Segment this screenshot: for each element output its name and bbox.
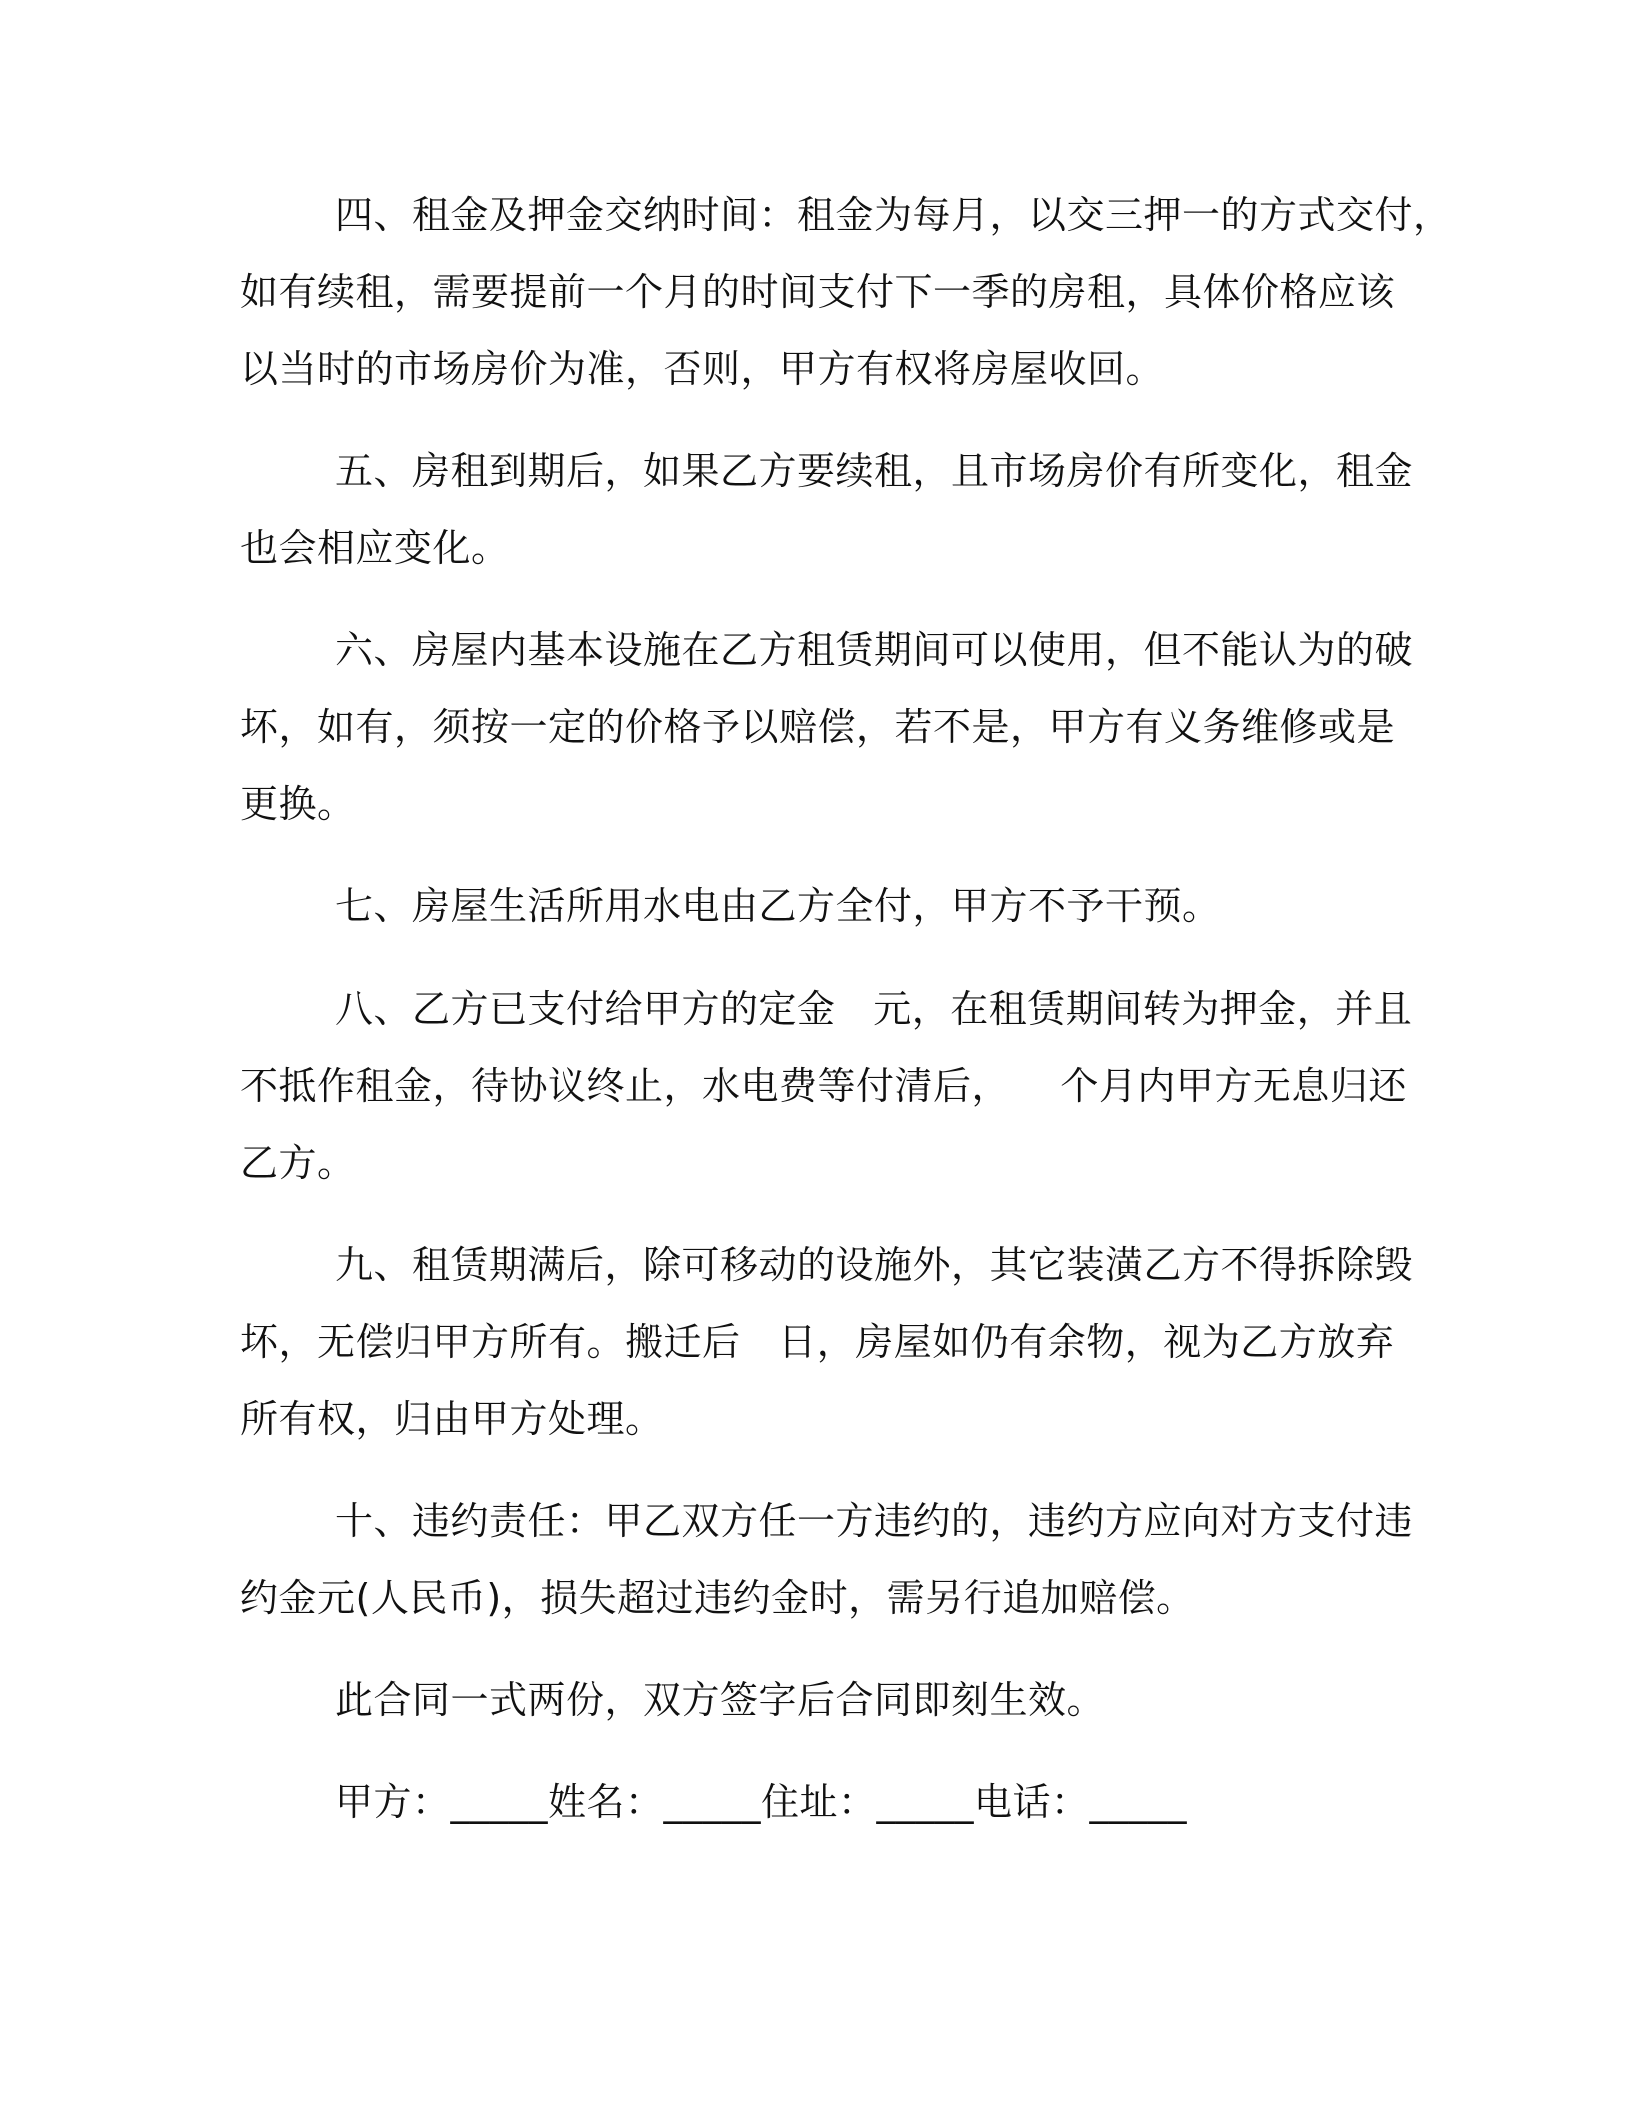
clause-9-line-3: 所有权，归由甲方处理。: [240, 1397, 664, 1441]
clause-4-line-1: 四、租金及押金交纳时间：租金为每月，以交三押一的方式交付，: [335, 193, 1452, 237]
clause-10-line-1: 十、违约责任：甲乙双方任一方违约的，违约方应向对方支付违: [335, 1499, 1414, 1543]
clause-5-line-2: 也会相应变化。: [240, 526, 510, 570]
clause-4-line-2: 如有续租，需要提前一个月的时间支付下一季的房租，具体价格应该: [240, 270, 1396, 314]
signature-party-a: 甲方：_____姓名：_____住址：_____电话：_____: [335, 1780, 1188, 1824]
clause-9-line-2: 坏，无偿归甲方所有。搬迁后 日，房屋如仍有余物，视为乙方放弃: [240, 1320, 1395, 1364]
clause-6-line-3: 更换。: [240, 782, 356, 826]
closing-statement: 此合同一式两份，双方签字后合同即刻生效。: [335, 1678, 1106, 1722]
clause-4-line-3: 以当时的市场房价为准，否则，甲方有权将房屋收回。: [240, 347, 1165, 391]
clause-8-line-2: 不抵作租金，待协议终止，水电费等付清后， 个月内甲方无息归还: [240, 1064, 1407, 1108]
clause-5-line-1: 五、房租到期后，如果乙方要续租，且市场房价有所变化，租金: [335, 449, 1414, 493]
clause-10-line-2: 约金元(人民币)，损失超过违约金时，需另行追加赔偿。: [240, 1576, 1195, 1620]
clause-8-line-3: 乙方。: [240, 1141, 356, 1185]
clause-7-line-1: 七、房屋生活所用水电由乙方全付，甲方不予干预。: [335, 884, 1221, 928]
clause-8-line-1: 八、乙方已支付给甲方的定金 元，在租赁期间转为押金，并且: [335, 987, 1413, 1031]
clause-9-line-1: 九、租赁期满后，除可移动的设施外，其它装潢乙方不得拆除毁: [335, 1243, 1414, 1287]
clause-6-line-1: 六、房屋内基本设施在乙方租赁期间可以使用，但不能认为的破: [335, 628, 1414, 672]
clause-6-line-2: 坏，如有，须按一定的价格予以赔偿，若不是，甲方有义务维修或是: [240, 705, 1396, 749]
